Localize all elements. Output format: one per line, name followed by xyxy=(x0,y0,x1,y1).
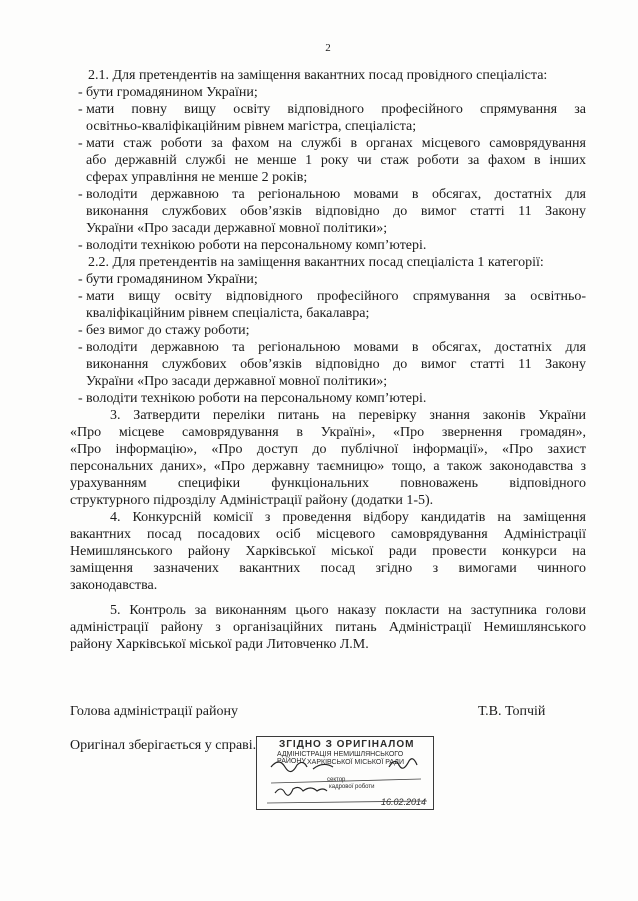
text-line: урахуванням специфіки функціональних повноважень відповідного xyxy=(70,476,586,491)
text-line: персональних даних», «Про державну таємницю» тощо, а також законодавства з xyxy=(70,459,586,474)
stamp-line4: кадрової роботи xyxy=(329,784,375,790)
text-line: України «Про засади державної мовної політики»; xyxy=(86,221,388,236)
bullet-line: - без вимог до стажу роботи; xyxy=(78,323,250,338)
text-line: законодавства. xyxy=(70,578,158,593)
paragraph-3: 3. Затвердити переліки питань на перевірку знання законів України xyxy=(110,408,586,423)
text-line: «Про місцеве самоврядування в Україні», «Про звернення громадян», xyxy=(70,425,586,440)
text-line: сферах управління не менше 2 років; xyxy=(86,170,308,185)
stamp-title: ЗГІДНО З ОРИГІНАЛОМ xyxy=(279,739,415,750)
page-number: 2 xyxy=(325,42,331,54)
stamp-line2: ХАРКІВСЬКОЇ МІСЬКОЇ РАДИ xyxy=(307,759,405,766)
bullet-line: - володіти технікою роботи на персональному комп’ютері. xyxy=(78,391,427,406)
text-line: або державній службі не менше 1 року чи стаж роботи за фахом в інших xyxy=(86,153,586,168)
paragraph-5: 5. Контроль за виконанням цього наказу покласти на заступника голови xyxy=(110,603,586,618)
text-line: виконання службових обов’язків відповідно до вимог статті 11 Закону xyxy=(86,204,586,219)
certification-stamp xyxy=(256,736,434,810)
text-line: Немишлянського району Харківської міської ради провести конкурси на xyxy=(70,544,586,559)
bullet-line: - володіти державною та регіональною мовами в обсягах, достатніх для xyxy=(78,187,586,202)
stamp-line1: АДМІНІСТРАЦІЯ НЕМИШЛЯНСЬКОГО РАЙОНУ xyxy=(277,751,404,765)
bullet-line: - мати вищу освіту відповідного професійного спрямування за освітньо- xyxy=(78,289,586,304)
text-line: заміщення зазначених вакантних посад згідно з вимогами чинного xyxy=(70,561,586,576)
text-line: структурного підрозділу Адміністрації району (додатки 1-5). xyxy=(70,493,434,508)
bullet-line: - мати стаж роботи за фахом на службі в органах місцевого самоврядування xyxy=(78,136,586,151)
paragraph-4: 4. Конкурсній комісії з проведення відбору кандидатів на заміщення xyxy=(110,510,586,525)
paragraph-2-1-heading: 2.1. Для претендентів на заміщення вакантних посад провідного спеціаліста: xyxy=(88,68,548,83)
text-line: освітньо-кваліфікаційним рівнем магістра, спеціаліста; xyxy=(86,119,417,134)
stamp-date: 16.02.2014 xyxy=(381,797,427,807)
signature-position: Голова адміністрації району xyxy=(70,704,238,719)
text-line: району Харківської міської ради Литовченко Л.М. xyxy=(70,637,369,652)
text-line: України «Про засади державної мовної політики»; xyxy=(86,374,388,389)
bullet-line: - бути громадянином України; xyxy=(78,272,258,287)
bullet-line: - бути громадянином України; xyxy=(78,85,258,100)
bullet-line: - мати повну вищу освіту відповідного професійного спрямування за xyxy=(78,102,586,117)
handwritten-signature xyxy=(257,737,433,809)
original-note: Оригінал зберігається у справі. xyxy=(70,738,257,753)
bullet-line: - володіти державною та регіональною мовами в обсягах, достатніх для xyxy=(78,340,586,355)
signature-name: Т.В. Топчій xyxy=(478,704,546,719)
text-line: кваліфікаційним рівнем спеціаліста, бакалавра; xyxy=(86,306,370,321)
stamp-line3: сектор xyxy=(327,777,346,783)
text-line: «Про інформацію», «Про доступ до публічної інформації», «Про захист xyxy=(70,442,586,457)
paragraph-2-2-heading: 2.2. Для претендентів на заміщення вакантних посад спеціаліста 1 категорії: xyxy=(88,255,544,270)
text-line: адміністрації району з організаційних питань Адміністрації Немишлянського xyxy=(70,620,586,635)
bullet-line: - володіти технікою роботи на персональному комп’ютері. xyxy=(78,238,427,253)
text-line: виконання службових обов’язків відповідно до вимог статті 11 Закону xyxy=(86,357,586,372)
text-line: вакантних посад посадових осіб місцевого самоврядування Адміністрації xyxy=(70,527,586,542)
